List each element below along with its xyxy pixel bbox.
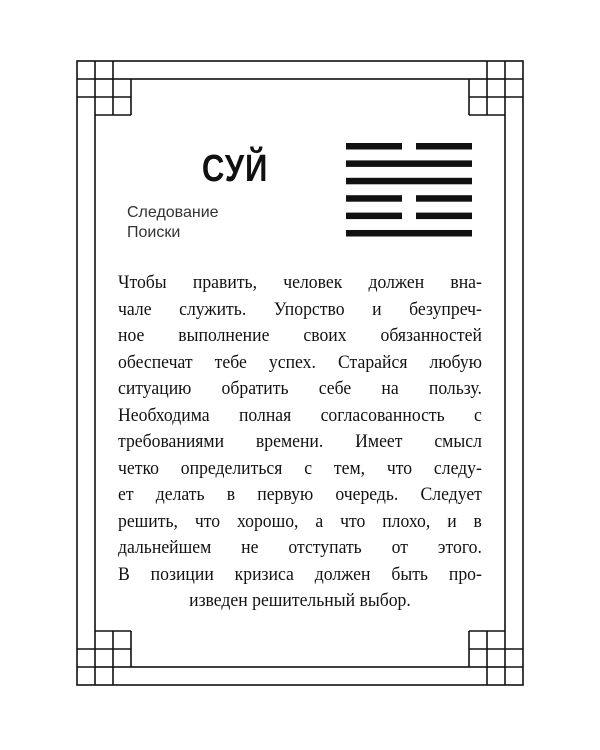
text-line: дальнейшем не отступать от этого. — [118, 537, 482, 558]
hexagram-line-4-seg-2 — [416, 195, 472, 202]
hexagram-icon — [346, 143, 472, 237]
text-line: Чтобы править, человек должен вна- — [118, 272, 482, 293]
text-line: ситуацию обратить себе на пользу. — [118, 378, 482, 399]
hexagram-line-4-seg-1 — [346, 195, 402, 202]
text-line: требованиями времени. Имеет смысл — [118, 431, 482, 452]
hexagram-line-5-seg-1 — [346, 213, 402, 220]
subtitle-primary: Следование — [127, 204, 219, 221]
hexagram-line-2 — [346, 160, 472, 167]
text-line: В позиции кризиса должен быть про- — [118, 563, 482, 585]
subtitle-secondary: Поиски — [127, 224, 181, 241]
text-line: обеспечат тебе успех. Старайся любую — [118, 351, 482, 373]
text-line: чале служить. Упорство и безупреч- — [118, 298, 482, 320]
text-line: четко определиться с тем, что следу- — [118, 457, 482, 479]
text-line: Необходима полная согласованность с — [118, 404, 482, 426]
hexagram-line-1-seg-1 — [346, 143, 402, 150]
corner-ornament-top-left — [77, 61, 131, 115]
text-line: решить, что хорошо, а что плохо, и в — [118, 510, 482, 532]
corner-ornament-bottom-right — [469, 631, 523, 685]
hexagram-line-1-seg-2 — [416, 143, 472, 150]
corner-ornament-top-right — [469, 61, 523, 115]
corner-ornament-bottom-left — [77, 631, 131, 685]
hexagram-line-3 — [346, 178, 472, 185]
hexagram-line-6 — [346, 230, 472, 237]
card-description — [118, 270, 482, 615]
text-line: ное выполнение своих обязанностей — [118, 325, 482, 346]
card-title: СУЙ — [201, 148, 269, 190]
text-line: ет делать в первую очередь. Следует — [118, 484, 482, 505]
text-line: изведен решительный выбор. — [189, 590, 411, 611]
hexagram-line-5-seg-2 — [416, 213, 472, 220]
